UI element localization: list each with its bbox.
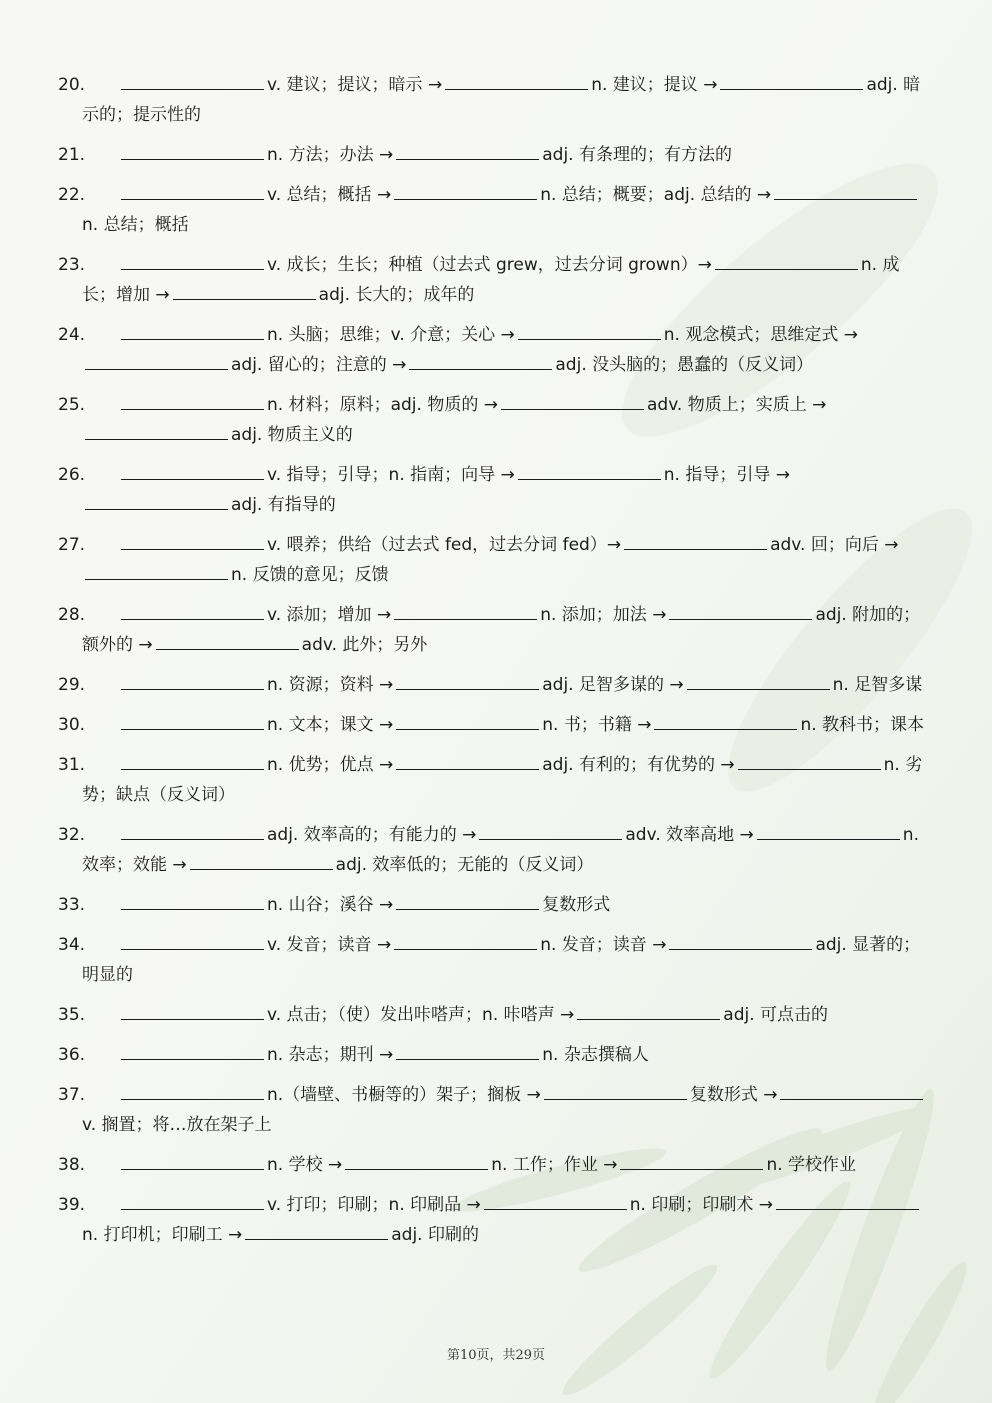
answer-blank[interactable]: [776, 1191, 919, 1210]
exercise-item: [58, 390, 930, 450]
exercise-item: [58, 1190, 930, 1250]
exercise-item: [58, 600, 930, 660]
answer-blank[interactable]: [445, 71, 588, 90]
answer-blank[interactable]: [544, 1081, 687, 1100]
definition-text: n. 学校 →: [267, 1155, 343, 1175]
definition-text: n. 打印机；印刷工 →: [82, 1225, 243, 1245]
definition-text: n. 效率；效能 →: [82, 825, 919, 875]
exercise-item: [58, 750, 930, 810]
answer-blank[interactable]: [687, 671, 830, 690]
answer-blank[interactable]: [190, 851, 333, 870]
definition-text: adj. 显著的；明显的: [82, 935, 921, 985]
exercise-item: [58, 1080, 930, 1140]
answer-blank[interactable]: [121, 531, 264, 550]
exercise-item: [58, 140, 930, 170]
answer-blank[interactable]: [121, 671, 264, 690]
answer-blank[interactable]: [121, 391, 264, 410]
definition-text: adj. 长大的；成年的: [318, 285, 475, 305]
definition-text: v. 指导；引导；n. 指南；向导 →: [267, 465, 515, 485]
item-number: 28.: [58, 605, 86, 625]
definition-text: n.（墙壁、书橱等的）架子；搁板 →: [267, 1085, 541, 1105]
item-number: 36.: [58, 1045, 86, 1065]
definition-text: adj. 物质主义的: [231, 425, 353, 445]
definition-text: adj. 留心的；注意的 →: [231, 355, 407, 375]
definition-text: n. 方法；办法 →: [267, 145, 394, 165]
answer-blank[interactable]: [173, 281, 316, 300]
definition-text: n. 学校作业: [766, 1155, 857, 1175]
item-number: 20.: [58, 75, 86, 95]
answer-blank[interactable]: [121, 1151, 264, 1170]
definition-text: n. 成长；增加 →: [82, 255, 900, 305]
definition-text: adv. 效率高地 →: [625, 825, 754, 845]
answer-blank[interactable]: [409, 351, 552, 370]
item-number: 31.: [58, 755, 86, 775]
exercise-item: [58, 890, 930, 920]
answer-blank[interactable]: [121, 71, 264, 90]
answer-blank[interactable]: [121, 751, 264, 770]
answer-blank[interactable]: [624, 531, 767, 550]
definition-text: adj. 印刷的: [391, 1225, 479, 1245]
answer-blank[interactable]: [85, 351, 228, 370]
answer-blank[interactable]: [121, 891, 264, 910]
definition-text: v. 总结；概括 →: [267, 185, 392, 205]
answer-blank[interactable]: [85, 491, 228, 510]
definition-text: v. 添加；增加 →: [267, 605, 392, 625]
answer-blank[interactable]: [394, 931, 537, 950]
item-number: 24.: [58, 325, 86, 345]
definition-text: n. 材料；原料；adj. 物质的 →: [267, 395, 498, 415]
definition-text: adv. 物质上；实质上 →: [646, 395, 827, 415]
answer-blank[interactable]: [121, 141, 264, 160]
item-number: 21.: [58, 145, 86, 165]
answer-blank[interactable]: [394, 601, 537, 620]
definition-text: n. 头脑；思维；v. 介意；关心 →: [267, 325, 515, 345]
definition-text: 复数形式: [542, 895, 611, 915]
definition-text: n. 工作；作业 →: [491, 1155, 618, 1175]
exercise-list: [0, 70, 992, 1260]
item-number: 22.: [58, 185, 86, 205]
answer-blank[interactable]: [396, 141, 539, 160]
exercise-item: [58, 70, 930, 130]
answer-blank[interactable]: [394, 181, 537, 200]
answer-blank[interactable]: [396, 751, 539, 770]
definition-text: n. 优势；优点 →: [267, 755, 394, 775]
item-number: 37.: [58, 1085, 86, 1105]
exercise-item: [58, 820, 930, 880]
answer-blank[interactable]: [245, 1221, 388, 1240]
item-number: 38.: [58, 1155, 86, 1175]
exercise-item: [58, 320, 930, 380]
definition-text: v. 建议；提议；暗示 →: [267, 75, 443, 95]
answer-blank[interactable]: [479, 821, 622, 840]
definition-text: adv. 回；向后 →: [770, 535, 899, 555]
answer-blank[interactable]: [715, 251, 858, 270]
answer-blank[interactable]: [774, 181, 917, 200]
exercise-item: [58, 530, 930, 590]
exercise-item: [58, 180, 930, 240]
answer-blank[interactable]: [121, 1041, 264, 1060]
answer-blank[interactable]: [780, 1081, 923, 1100]
answer-blank[interactable]: [669, 931, 812, 950]
definition-text: n. 书；书籍 →: [542, 715, 652, 735]
answer-blank[interactable]: [669, 601, 812, 620]
definition-text: n. 足智多谋: [832, 675, 923, 695]
definition-text: v. 点击；（使）发出咔嗒声；n. 咔嗒声 →: [267, 1005, 575, 1025]
definition-text: n. 添加；加法 →: [540, 605, 667, 625]
answer-blank[interactable]: [121, 821, 264, 840]
definition-text: n. 总结；概要；adj. 总结的 →: [540, 185, 772, 205]
answer-blank[interactable]: [121, 321, 264, 340]
answer-blank[interactable]: [396, 671, 539, 690]
answer-blank[interactable]: [121, 711, 264, 730]
definition-text: adj. 有指导的: [231, 495, 336, 515]
exercise-item: [58, 1150, 930, 1180]
exercise-item: [58, 1000, 930, 1030]
answer-blank[interactable]: [484, 1191, 627, 1210]
definition-text: adj. 没头脑的；愚蠢的（反义词）: [555, 355, 814, 375]
item-number: 30.: [58, 715, 86, 735]
definition-text: n. 建议；提议 →: [591, 75, 718, 95]
answer-blank[interactable]: [85, 421, 228, 440]
definition-text: n. 印刷；印刷术 →: [629, 1195, 774, 1215]
answer-blank[interactable]: [121, 251, 264, 270]
item-number: 25.: [58, 395, 86, 415]
definition-text: v. 喂养；供给（过去式 fed，过去分词 fed）→: [267, 535, 622, 555]
item-number: 26.: [58, 465, 86, 485]
definition-text: n. 山谷；溪谷 →: [267, 895, 394, 915]
definition-text: n. 杂志撰稿人: [542, 1045, 649, 1065]
answer-blank[interactable]: [518, 461, 661, 480]
definition-text: adj. 可点击的: [723, 1005, 829, 1025]
definition-text: n. 文本；课文 →: [267, 715, 394, 735]
page-number: 第10页，共29页: [446, 1348, 546, 1363]
answer-blank[interactable]: [121, 1191, 264, 1210]
definition-text: v. 打印；印刷；n. 印刷品 →: [267, 1195, 481, 1215]
definition-text: n. 杂志；期刊 →: [267, 1045, 394, 1065]
item-number: 29.: [58, 675, 86, 695]
answer-blank[interactable]: [577, 1001, 720, 1020]
definition-text: n. 反馈的意见；反馈: [231, 565, 389, 585]
definition-text: v. 发音；读音 →: [267, 935, 392, 955]
definition-text: adj. 效率高的；有能力的 →: [267, 825, 477, 845]
definition-text: adj. 效率低的；无能的（反义词）: [335, 855, 594, 875]
answer-blank[interactable]: [738, 751, 881, 770]
answer-blank[interactable]: [720, 71, 863, 90]
answer-blank[interactable]: [121, 181, 264, 200]
answer-blank[interactable]: [121, 931, 264, 950]
item-number: 34.: [58, 935, 86, 955]
item-number: 23.: [58, 255, 86, 275]
answer-blank[interactable]: [85, 561, 228, 580]
answer-blank[interactable]: [620, 1151, 763, 1170]
exercise-item: [58, 710, 930, 740]
answer-blank[interactable]: [345, 1151, 488, 1170]
exercise-item: [58, 1040, 930, 1070]
definition-text: n. 发音；读音 →: [540, 935, 667, 955]
answer-blank[interactable]: [121, 1001, 264, 1020]
answer-blank[interactable]: [757, 821, 900, 840]
definition-text: n. 总结；概括: [82, 215, 189, 235]
definition-text: 复数形式 →: [689, 1085, 778, 1105]
exercise-item: [58, 670, 930, 700]
definition-text: n. 资源；资料 →: [267, 675, 394, 695]
definition-text: n. 观念模式；思维定式 →: [663, 325, 859, 345]
definition-text: n. 教科书；课本: [800, 715, 925, 735]
definition-text: n. 指导；引导 →: [663, 465, 791, 485]
definition-text: adj. 足智多谋的 →: [542, 675, 684, 695]
answer-blank[interactable]: [121, 601, 264, 620]
item-number: 33.: [58, 895, 86, 915]
answer-blank[interactable]: [518, 321, 661, 340]
item-number: 39.: [58, 1195, 86, 1215]
item-number: 27.: [58, 535, 86, 555]
definition-text: adj. 有条理的；有方法的: [542, 145, 732, 165]
item-number: 35.: [58, 1005, 86, 1025]
answer-blank[interactable]: [396, 1041, 539, 1060]
answer-blank[interactable]: [121, 1081, 264, 1100]
definition-text: v. 搁置；将…放在架子上: [82, 1115, 272, 1135]
answer-blank[interactable]: [156, 631, 299, 650]
definition-text: adj. 暗示的；提示性的: [82, 75, 921, 125]
answer-blank[interactable]: [121, 461, 264, 480]
exercise-item: [58, 930, 930, 990]
answer-blank[interactable]: [501, 391, 644, 410]
exercise-item: [58, 250, 930, 310]
item-number: 32.: [58, 825, 86, 845]
definition-text: v. 成长；生长；种植（过去式 grew，过去分词 grown）→: [267, 255, 712, 275]
answer-blank[interactable]: [396, 711, 539, 730]
exercise-item: [58, 460, 930, 520]
definition-text: adv. 此外；另外: [301, 635, 428, 655]
definition-text: adj. 有利的；有优势的 →: [542, 755, 735, 775]
answer-blank[interactable]: [396, 891, 539, 910]
definition-text: n. 劣势；缺点（反义词）: [82, 755, 923, 805]
definition-text: adj. 附加的；额外的 →: [82, 605, 921, 655]
answer-blank[interactable]: [654, 711, 797, 730]
